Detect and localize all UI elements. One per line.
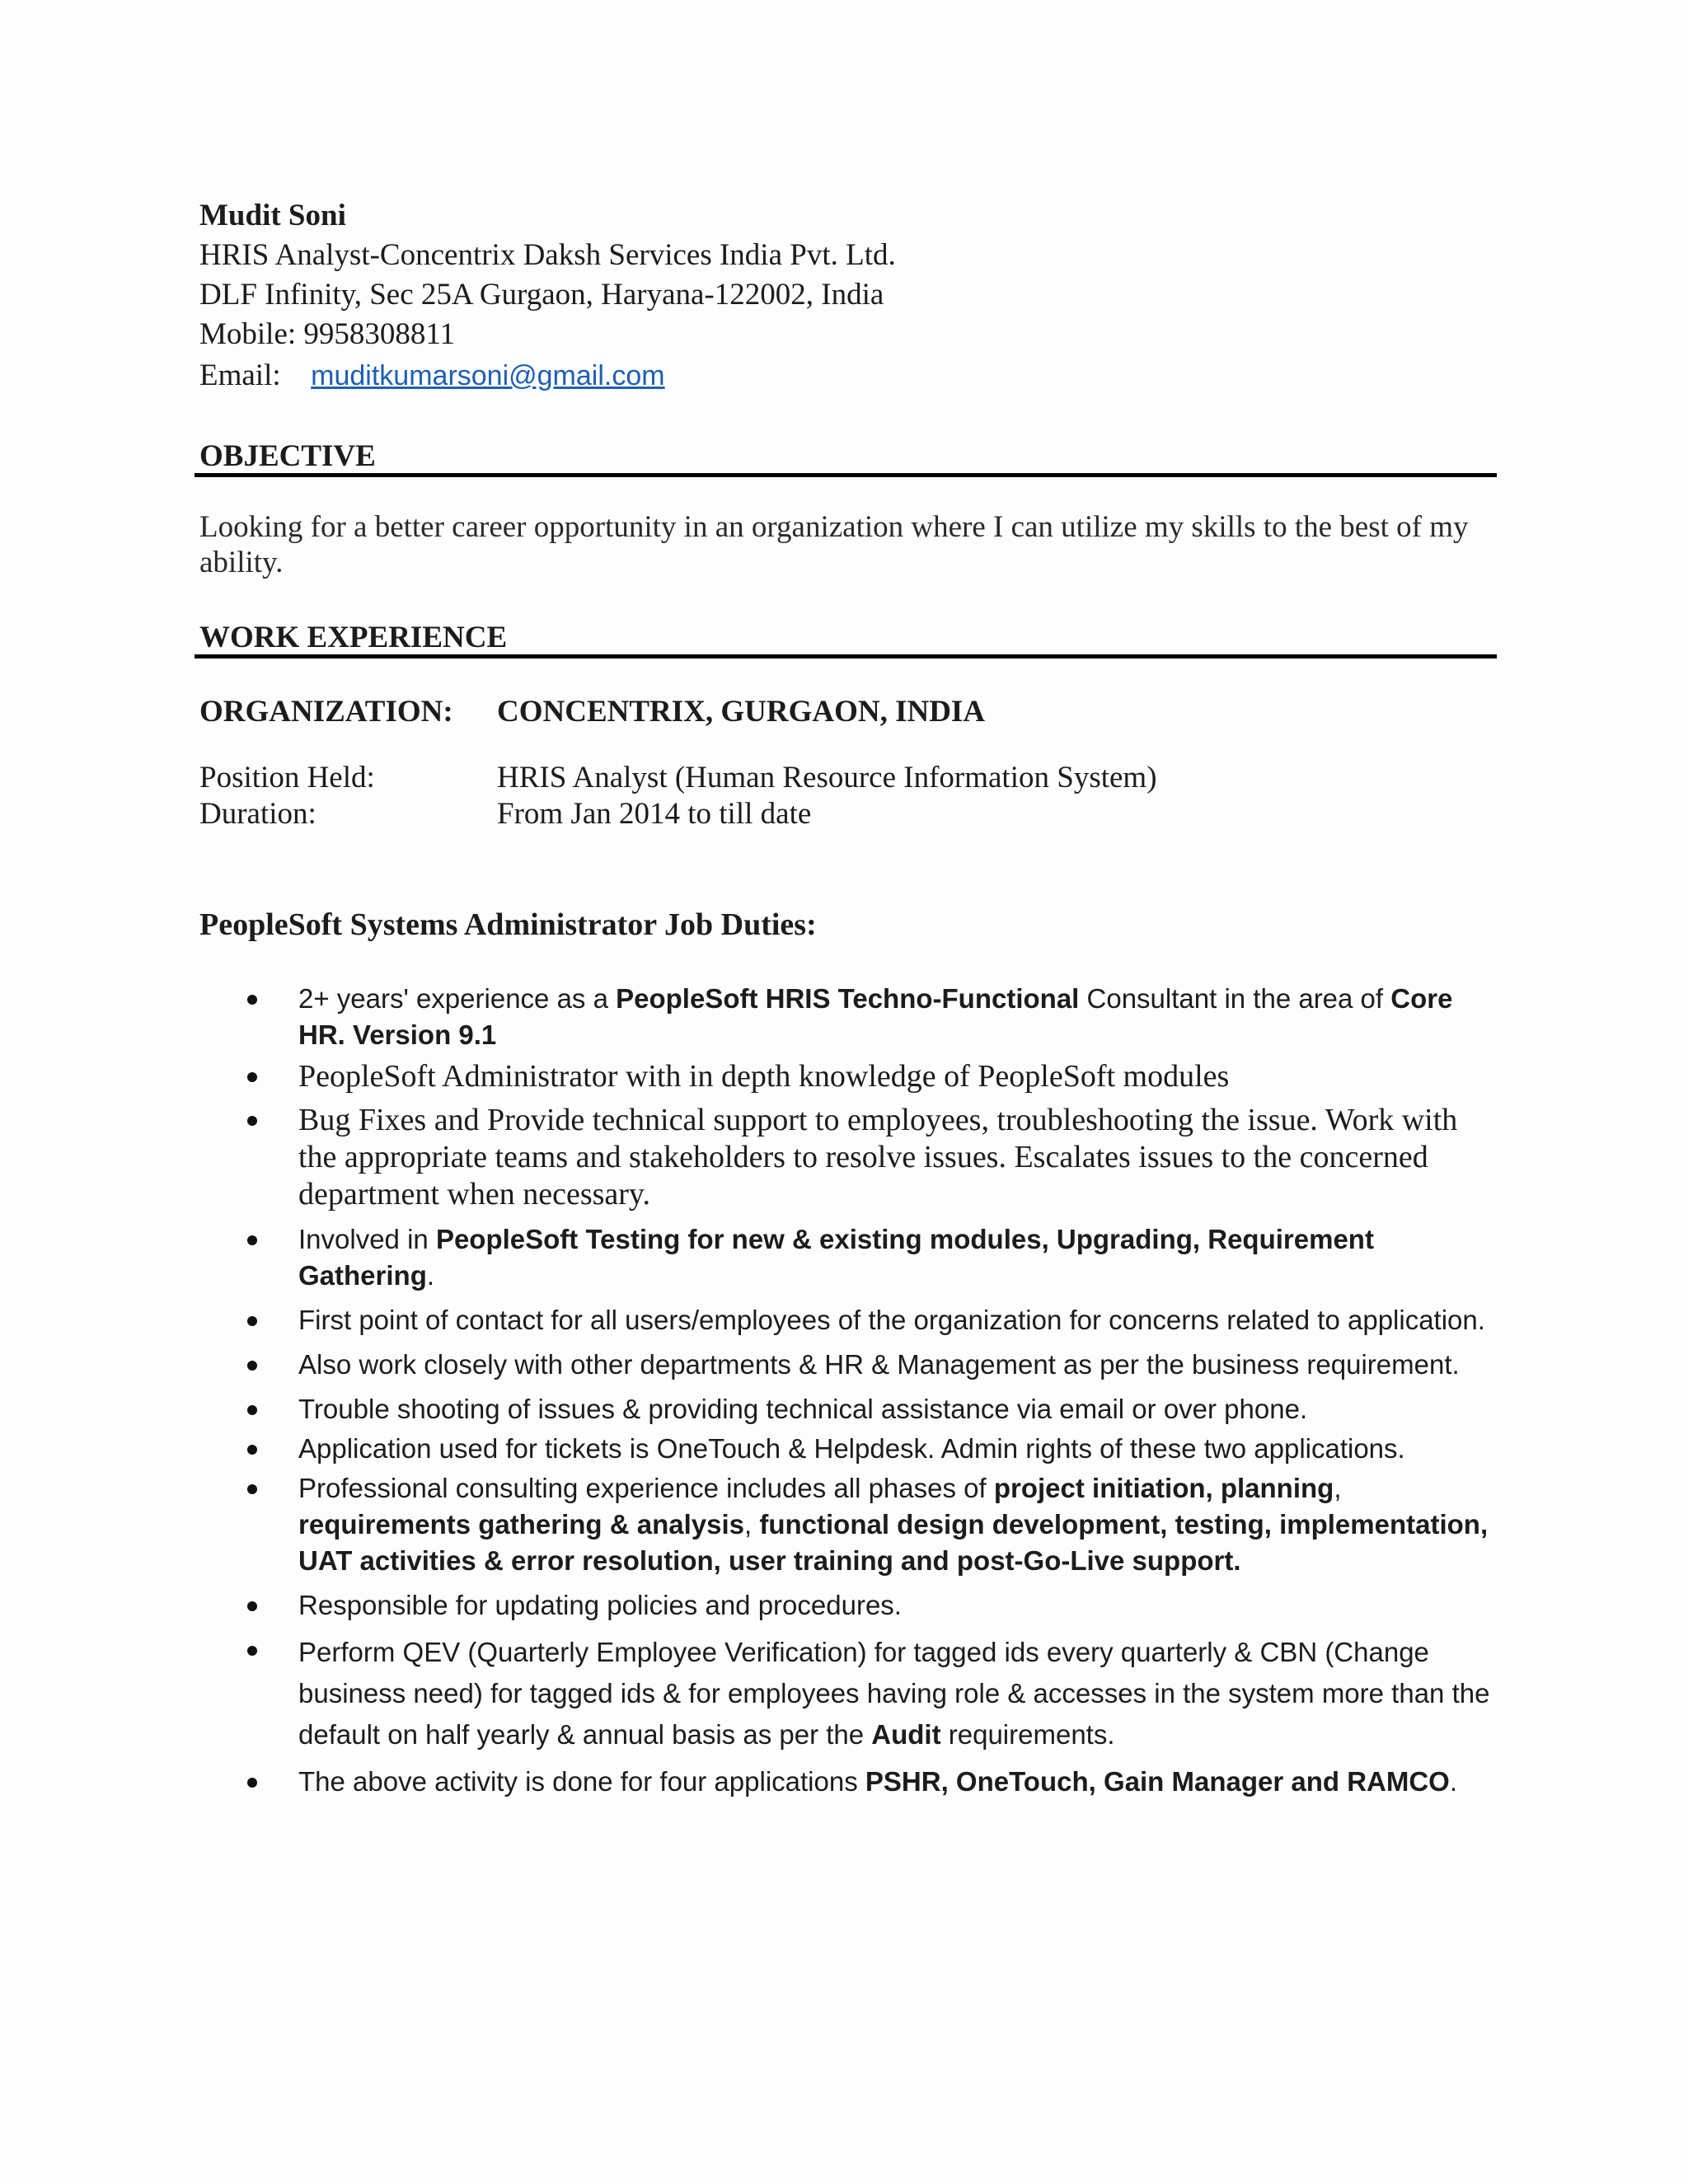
- duty-item: [247, 1431, 1500, 1467]
- duty-text: 2+ years' experience as a: [298, 983, 617, 1014]
- job-duties-list: [247, 981, 1500, 1805]
- duration-label: Duration:: [199, 797, 316, 831]
- duty-text: Also work closely with other departments & HR & Management as per the business requirement.: [298, 1349, 1460, 1380]
- bullet-icon: [247, 1646, 257, 1656]
- job-duties-heading: PeopleSoft Systems Administrator Job Duties:: [199, 907, 817, 942]
- duty-text: requirements.: [940, 1719, 1115, 1750]
- duty-item: [247, 1302, 1500, 1338]
- email-label: Email:: [199, 359, 281, 392]
- objective-heading: OBJECTIVE: [199, 439, 376, 473]
- bullet-icon: [247, 1316, 257, 1326]
- objective-text: Looking for a better career opportunity in an organization where I can utilize my skills to the best of my ability.: [199, 510, 1469, 579]
- section-divider: [195, 473, 1497, 477]
- bullet-icon: [247, 1484, 257, 1494]
- duty-item: [247, 1058, 1500, 1095]
- duty-text: PeopleSoft Administrator with in depth knowledge of PeopleSoft modules: [298, 1059, 1230, 1094]
- duty-text: Perform QEV (Quarterly Employee Verification) for tagged ids every quarterly & CBN (Change business need) for tagged ids & for employees having role & accesses in the system more than the default on half yearly & annual basis as per the: [298, 1637, 1490, 1750]
- duty-text: ,: [1334, 1473, 1342, 1503]
- duty-text: Responsible for updating policies and procedures.: [298, 1590, 902, 1620]
- duty-text-bold: PSHR, OneTouch, Gain Manager and RAMCO: [865, 1766, 1450, 1797]
- bullet-icon: [247, 1116, 257, 1126]
- email-link[interactable]: muditkumarsoni@gmail.com: [311, 360, 665, 391]
- duty-item: [247, 1221, 1500, 1294]
- duty-text: Involved in: [298, 1224, 436, 1254]
- candidate-name: Mudit Soni: [199, 199, 346, 232]
- bullet-icon: [247, 995, 257, 1005]
- duty-text-bold: project initiation, planning: [993, 1473, 1334, 1503]
- duty-item: [247, 981, 1500, 1053]
- duty-item: [247, 1102, 1500, 1213]
- bullet-icon: [247, 1778, 257, 1788]
- duty-text: The above activity is done for four applications: [298, 1766, 865, 1797]
- bullet-icon: [247, 1601, 257, 1611]
- duty-item: [247, 1391, 1500, 1427]
- duty-text: .: [1449, 1766, 1458, 1797]
- bullet-icon: [247, 1235, 257, 1245]
- duty-text: Bug Fixes and Provide technical support to employees, troubleshooting the issue. Work with the appropriate teams and stakeholders to resolve issues. Escalates issues to the concerned department when necessary.: [298, 1103, 1458, 1212]
- address: DLF Infinity, Sec 25A Gurgaon, Haryana-122002, India: [199, 278, 884, 312]
- duty-text-bold: PeopleSoft Testing for new & existing modules, Upgrading, Requirement Gathering: [298, 1224, 1374, 1291]
- duty-text: Trouble shooting of issues & providing technical assistance via email or over phone.: [298, 1394, 1308, 1424]
- current-title: HRIS Analyst-Concentrix Daksh Services India Pvt. Ltd.: [199, 238, 896, 272]
- bullet-icon: [247, 1361, 257, 1371]
- mobile-label: Mobile:: [199, 317, 297, 351]
- duty-item: [247, 1764, 1500, 1800]
- bullet-icon: [247, 1072, 257, 1082]
- duty-text-bold: functional design development, testing, implementation, UAT activities & error resolution, user training and post-Go-Live support.: [298, 1509, 1489, 1576]
- duty-text: .: [426, 1260, 435, 1291]
- duty-text: First point of contact for all users/employees of the organization for concerns related to application.: [298, 1305, 1485, 1335]
- duty-text: Consultant in the area of: [1079, 983, 1391, 1014]
- duty-item: [247, 1632, 1500, 1755]
- mobile-number: 9958308811: [303, 317, 456, 351]
- duty-text-bold: Audit: [871, 1719, 941, 1750]
- duty-text: Professional consulting experience includes all phases of: [298, 1473, 994, 1503]
- duty-text-bold: PeopleSoft HRIS Techno-Functional: [616, 983, 1080, 1014]
- duty-text: ,: [744, 1509, 760, 1540]
- duty-item: [247, 1347, 1500, 1383]
- work-experience-heading: WORK EXPERIENCE: [199, 621, 508, 654]
- email-line: [199, 358, 665, 393]
- duty-text-bold: Core HR. Version 9.1: [298, 983, 1453, 1050]
- duty-text: Application used for tickets is OneTouch & Helpdesk. Admin rights of these two applications.: [298, 1433, 1405, 1464]
- duration-value: From Jan 2014 to till date: [497, 797, 812, 831]
- organization-label: ORGANIZATION:: [199, 695, 453, 729]
- duty-item: [247, 1587, 1500, 1624]
- bullet-icon: [247, 1405, 257, 1415]
- section-divider: [195, 654, 1497, 658]
- position-label: Position Held:: [199, 761, 375, 794]
- organization-value: CONCENTRIX, GURGAON, INDIA: [497, 695, 986, 729]
- mobile-line: [199, 316, 455, 352]
- duty-text-bold: requirements gathering & analysis: [298, 1509, 745, 1540]
- position-value: HRIS Analyst (Human Resource Information System): [497, 761, 1157, 794]
- bullet-icon: [247, 1445, 257, 1455]
- duty-item: [247, 1470, 1500, 1579]
